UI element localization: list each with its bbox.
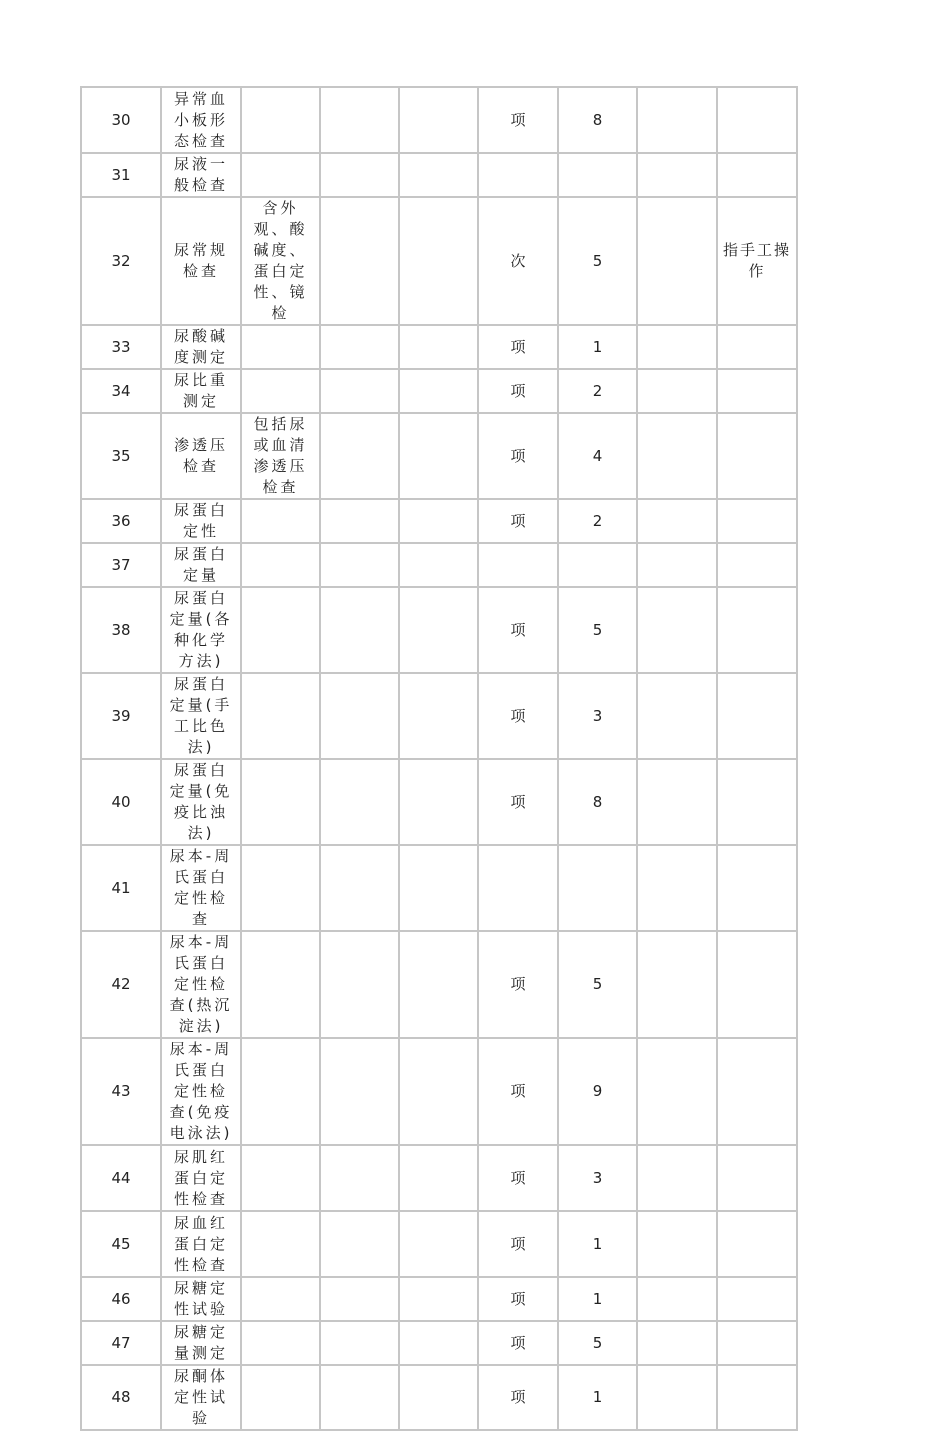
blank-cell <box>399 1145 478 1211</box>
blank-cell <box>320 413 399 499</box>
blank-cell <box>320 845 399 931</box>
item-name-cell: 尿血红蛋白定性检查 <box>161 1211 241 1277</box>
note-cell <box>717 759 797 845</box>
item-content-cell <box>241 499 320 543</box>
blank-cell <box>637 759 717 845</box>
blank-cell <box>320 759 399 845</box>
blank-cell <box>320 1038 399 1145</box>
item-number-cell: 43 <box>81 1038 161 1145</box>
blank-cell <box>320 931 399 1038</box>
item-content-cell <box>241 1277 320 1321</box>
item-name-cell: 尿本-周氏蛋白定性检查(免疫电泳法) <box>161 1038 241 1145</box>
item-number-cell: 31 <box>81 153 161 197</box>
blank-cell <box>399 1321 478 1365</box>
blank-cell <box>637 1321 717 1365</box>
table-row <box>81 1321 797 1365</box>
table-row <box>81 87 797 153</box>
item-content-cell <box>241 1211 320 1277</box>
fee-schedule-sheet <box>80 86 798 1431</box>
blank-cell <box>637 197 717 325</box>
unit-cell: 项 <box>478 931 558 1038</box>
fee-schedule-table <box>80 86 798 1431</box>
blank-cell <box>320 153 399 197</box>
blank-cell <box>320 1145 399 1211</box>
note-cell <box>717 325 797 369</box>
price-cell: 3 <box>558 673 637 759</box>
price-cell: 5 <box>558 1321 637 1365</box>
note-cell <box>717 1321 797 1365</box>
blank-cell <box>320 673 399 759</box>
blank-cell <box>320 1277 399 1321</box>
table-body <box>81 87 797 1430</box>
item-content-cell: 含外观、酸碱度、蛋白定性、镜检 <box>241 197 320 325</box>
item-number-cell: 45 <box>81 1211 161 1277</box>
blank-cell <box>637 369 717 413</box>
note-cell: 指手工操作 <box>717 197 797 325</box>
item-content-cell <box>241 673 320 759</box>
blank-cell <box>399 1038 478 1145</box>
blank-cell <box>399 153 478 197</box>
item-content-cell <box>241 153 320 197</box>
item-content-cell <box>241 587 320 673</box>
item-name-cell: 尿蛋白定量(各种化学方法) <box>161 587 241 673</box>
price-cell: 5 <box>558 587 637 673</box>
price-cell <box>558 845 637 931</box>
blank-cell <box>320 1365 399 1430</box>
item-content-cell <box>241 759 320 845</box>
blank-cell <box>637 153 717 197</box>
blank-cell <box>399 931 478 1038</box>
price-cell <box>558 543 637 587</box>
note-cell <box>717 413 797 499</box>
note-cell <box>717 931 797 1038</box>
unit-cell: 项 <box>478 1365 558 1430</box>
unit-cell: 项 <box>478 587 558 673</box>
item-number-cell: 35 <box>81 413 161 499</box>
item-content-cell <box>241 543 320 587</box>
blank-cell <box>399 499 478 543</box>
table-row <box>81 1365 797 1430</box>
blank-cell <box>320 325 399 369</box>
price-cell: 1 <box>558 1365 637 1430</box>
blank-cell <box>399 1211 478 1277</box>
price-cell: 1 <box>558 1277 637 1321</box>
blank-cell <box>637 1211 717 1277</box>
blank-cell <box>320 1211 399 1277</box>
unit-cell: 项 <box>478 1145 558 1211</box>
price-cell <box>558 153 637 197</box>
blank-cell <box>399 1277 478 1321</box>
unit-cell: 项 <box>478 759 558 845</box>
table-row <box>81 587 797 673</box>
price-cell: 1 <box>558 325 637 369</box>
note-cell <box>717 369 797 413</box>
unit-cell: 项 <box>478 1277 558 1321</box>
item-content-cell <box>241 1038 320 1145</box>
blank-cell <box>637 931 717 1038</box>
blank-cell <box>320 369 399 413</box>
item-number-cell: 34 <box>81 369 161 413</box>
item-name-cell: 异常血小板形态检查 <box>161 87 241 153</box>
unit-cell: 项 <box>478 369 558 413</box>
blank-cell <box>399 413 478 499</box>
note-cell <box>717 153 797 197</box>
blank-cell <box>637 845 717 931</box>
unit-cell: 项 <box>478 413 558 499</box>
table-row <box>81 499 797 543</box>
note-cell <box>717 1038 797 1145</box>
item-name-cell: 尿酮体定性试验 <box>161 1365 241 1430</box>
blank-cell <box>399 759 478 845</box>
note-cell <box>717 543 797 587</box>
unit-cell: 项 <box>478 325 558 369</box>
price-cell: 8 <box>558 87 637 153</box>
note-cell <box>717 1145 797 1211</box>
item-content-cell <box>241 931 320 1038</box>
price-cell: 1 <box>558 1211 637 1277</box>
item-number-cell: 32 <box>81 197 161 325</box>
price-cell: 8 <box>558 759 637 845</box>
blank-cell <box>320 587 399 673</box>
blank-cell <box>399 87 478 153</box>
item-name-cell: 尿酸碱度测定 <box>161 325 241 369</box>
item-number-cell: 37 <box>81 543 161 587</box>
item-number-cell: 46 <box>81 1277 161 1321</box>
blank-cell <box>637 543 717 587</box>
item-content-cell <box>241 1321 320 1365</box>
item-number-cell: 33 <box>81 325 161 369</box>
unit-cell <box>478 543 558 587</box>
blank-cell <box>399 845 478 931</box>
table-row <box>81 413 797 499</box>
blank-cell <box>637 1277 717 1321</box>
item-content-cell <box>241 369 320 413</box>
item-content-cell <box>241 845 320 931</box>
blank-cell <box>399 325 478 369</box>
unit-cell <box>478 153 558 197</box>
table-row <box>81 325 797 369</box>
blank-cell <box>399 673 478 759</box>
price-cell: 5 <box>558 931 637 1038</box>
unit-cell: 项 <box>478 87 558 153</box>
item-number-cell: 36 <box>81 499 161 543</box>
price-cell: 2 <box>558 369 637 413</box>
unit-cell: 项 <box>478 673 558 759</box>
blank-cell <box>637 1365 717 1430</box>
blank-cell <box>399 197 478 325</box>
item-name-cell: 尿蛋白定量(免疫比浊法) <box>161 759 241 845</box>
unit-cell: 项 <box>478 1321 558 1365</box>
table-row <box>81 1277 797 1321</box>
table-row <box>81 1211 797 1277</box>
item-content-cell <box>241 1365 320 1430</box>
item-name-cell: 尿蛋白定量(手工比色法) <box>161 673 241 759</box>
blank-cell <box>320 499 399 543</box>
blank-cell <box>399 369 478 413</box>
note-cell <box>717 587 797 673</box>
table-row <box>81 759 797 845</box>
note-cell <box>717 845 797 931</box>
note-cell <box>717 1211 797 1277</box>
blank-cell <box>320 87 399 153</box>
note-cell <box>717 499 797 543</box>
blank-cell <box>637 673 717 759</box>
item-name-cell: 尿本-周氏蛋白定性检查 <box>161 845 241 931</box>
item-number-cell: 42 <box>81 931 161 1038</box>
blank-cell <box>399 587 478 673</box>
price-cell: 5 <box>558 197 637 325</box>
item-number-cell: 39 <box>81 673 161 759</box>
note-cell <box>717 1365 797 1430</box>
table-row <box>81 153 797 197</box>
item-name-cell: 尿常规检查 <box>161 197 241 325</box>
note-cell <box>717 87 797 153</box>
price-cell: 4 <box>558 413 637 499</box>
blank-cell <box>637 87 717 153</box>
unit-cell <box>478 845 558 931</box>
table-row <box>81 543 797 587</box>
note-cell <box>717 1277 797 1321</box>
table-row <box>81 931 797 1038</box>
item-name-cell: 尿蛋白定量 <box>161 543 241 587</box>
item-number-cell: 48 <box>81 1365 161 1430</box>
table-row <box>81 197 797 325</box>
price-cell: 9 <box>558 1038 637 1145</box>
item-number-cell: 44 <box>81 1145 161 1211</box>
blank-cell <box>399 543 478 587</box>
item-name-cell: 尿糖定性试验 <box>161 1277 241 1321</box>
item-content-cell <box>241 87 320 153</box>
blank-cell <box>320 1321 399 1365</box>
item-number-cell: 30 <box>81 87 161 153</box>
item-content-cell <box>241 1145 320 1211</box>
blank-cell <box>637 587 717 673</box>
unit-cell: 项 <box>478 499 558 543</box>
item-name-cell: 渗透压检查 <box>161 413 241 499</box>
unit-cell: 次 <box>478 197 558 325</box>
blank-cell <box>637 325 717 369</box>
unit-cell: 项 <box>478 1038 558 1145</box>
item-content-cell <box>241 325 320 369</box>
item-number-cell: 47 <box>81 1321 161 1365</box>
item-number-cell: 38 <box>81 587 161 673</box>
item-name-cell: 尿比重测定 <box>161 369 241 413</box>
price-cell: 3 <box>558 1145 637 1211</box>
blank-cell <box>637 1145 717 1211</box>
price-cell: 2 <box>558 499 637 543</box>
item-name-cell: 尿本-周氏蛋白定性检查(热沉淀法) <box>161 931 241 1038</box>
note-cell <box>717 673 797 759</box>
item-name-cell: 尿糖定量测定 <box>161 1321 241 1365</box>
blank-cell <box>320 197 399 325</box>
item-number-cell: 40 <box>81 759 161 845</box>
blank-cell <box>637 1038 717 1145</box>
table-row <box>81 1145 797 1211</box>
item-content-cell: 包括尿或血清渗透压检查 <box>241 413 320 499</box>
item-name-cell: 尿蛋白定性 <box>161 499 241 543</box>
blank-cell <box>637 499 717 543</box>
item-name-cell: 尿肌红蛋白定性检查 <box>161 1145 241 1211</box>
blank-cell <box>320 543 399 587</box>
table-row <box>81 845 797 931</box>
table-row <box>81 1038 797 1145</box>
table-row <box>81 369 797 413</box>
unit-cell: 项 <box>478 1211 558 1277</box>
blank-cell <box>637 413 717 499</box>
item-number-cell: 41 <box>81 845 161 931</box>
table-row <box>81 673 797 759</box>
blank-cell <box>399 1365 478 1430</box>
item-name-cell: 尿液一般检查 <box>161 153 241 197</box>
